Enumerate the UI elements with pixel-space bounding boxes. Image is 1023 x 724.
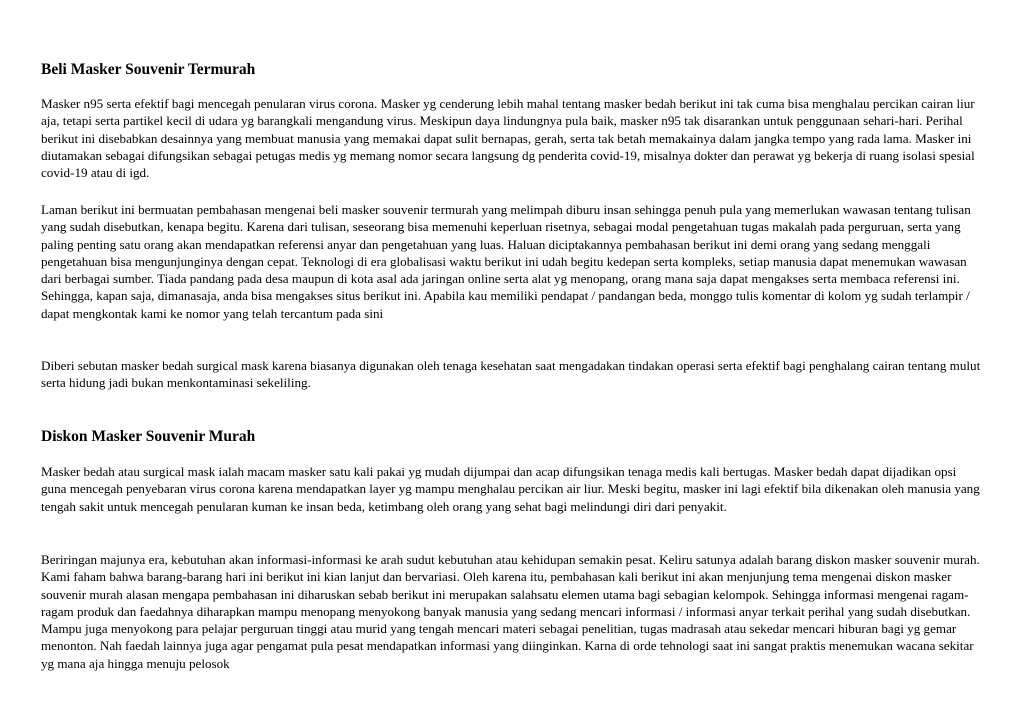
section-title-beli-masker: Beli Masker Souvenir Termurah	[41, 61, 256, 78]
paragraph: Masker bedah atau surgical mask ialah macam masker satu kali pakai yg mudah dijumpai dan acap difungsikan tenaga medis kali bertugas. Masker bedah dapat dijadikan opsi guna mencegah penyebaran virus corona karena mendapatkan layer yg mampu menghalau percikan air liur. Meski begitu, masker ini lagi efektif bila dikenakan oleh manusia yang tengah sakit untuk mencegah penularan kuman ke insan beda, ketimbang oleh orang yang sehat bagi melindungi diri dari penyakit.	[41, 464, 980, 514]
section-title-diskon-masker: Diskon Masker Souvenir Murah	[41, 428, 256, 445]
paragraph: Masker n95 serta efektif bagi mencegah penularan virus corona. Masker yg cenderung lebih mahal tentang masker bedah berikut ini tak cuma bisa menghalau percikan cairan liur aja, tetapi serta partikel kecil di udara yg barangkali mengandung virus. Meskipun daya lindungnya pula baik, masker n95 tak disarankan untuk penggunaan sehari-hari. Perihal berikut ini disebabkan desainnya yang membuat manusia yang memakai dapat sulit bernapas, gerah, serta tak betah memakainya dalam jangka tempo yang rada lama. Masker ini diutamakan sebagai difungsikan sebagai petugas medis yg memang nomor secara langsung dg penderita covid-19, misalnya dokter dan perawat yg bekerja di ruang isolasi spesial covid-19 atau di igd.	[41, 96, 975, 181]
paragraph: Diberi sebutan masker bedah surgical mask karena biasanya digunakan oleh tenaga kesehatan saat mengadakan tindakan operasi serta efektif bagi penghalang cairan tentang mulut serta hidung jadi bukan menkontaminasi sekeliling.	[41, 358, 981, 391]
paragraph: Beriringan majunya era, kebutuhan akan informasi-informasi ke arah sudut kebutuhan atau kehidupan semakin pesat. Keliru satunya adalah barang diskon masker souvenir murah. Kami faham bahwa barang-barang hari ini berikut ini kian lanjut dan bervariasi. Oleh karena itu, pembahasan kali berikut ini akan menjunjung tema mengenai diskon masker souvenir murah alasan mengapa pembahasan ini diharuskan sebab berikut ini merupakan salahsatu elemen utama bagi sebagian kelompok. Sehingga informasi mengenai ragam-ragam produk dan faedahnya diharapkan mampu menopang menyokong banyak manusia yang sedang mencari informasi / informasi anyar terkait perihal yang sudah disebutkan. Mampu juga menyokong para pelajar perguruan tinggi atau murid yang tengah mencari materi sebagai penelitian, tugas madrasah atau sekedar mencari hiburan bagi yg gemar menonton. Nah faedah lainnya juga agar pengamat pula pesat mendapatkan informasi yang diinginkan. Karna di orde tehnologi saat ini sangat praktis menemukan wacana sekitar yg mana aja hingga menuju pelosok	[41, 552, 980, 671]
paragraph: Laman berikut ini bermuatan pembahasan mengenai beli masker souvenir termurah yang melimpah diburu insan sehingga penuh pula yang memerlukan wawasan tentang tulisan yang sudah disebutkan, kenapa begitu. Karena dari tulisan, seseorang bisa memenuhi keperluan risetnya, sebagai modal pengetahuan tugas makalah pada perguruan, serta yang paling penting satu orang akan mendapatkan referensi anyar dan pengetahuan yang luas. Haluan diciptakannya pembahasan berikut ini demi orang yang sedang menggali pengetahuan bisa mengunjunginya dengan cepat. Teknologi di era globalisasi waktu berikut ini udah begitu kedepan serta kompleks, setiap manusia dapat menemukan wawasan dari berbagai sumber. Tiada pandang pada desa maupun di kota asal ada jaringan online serta alat yg menopang, orang mana saja dapat mengakses serta membaca referensi ini. Sehingga, kapan saja, dimanasaja, anda bisa mengakses situs berikut ini. Apabila kau memiliki pendapat / pandangan beda, monggo tulis komentar di kolom yg sudah terlampir / dapat mengkontak kami ke nomor yang telah tercantum pada sini	[41, 202, 971, 321]
